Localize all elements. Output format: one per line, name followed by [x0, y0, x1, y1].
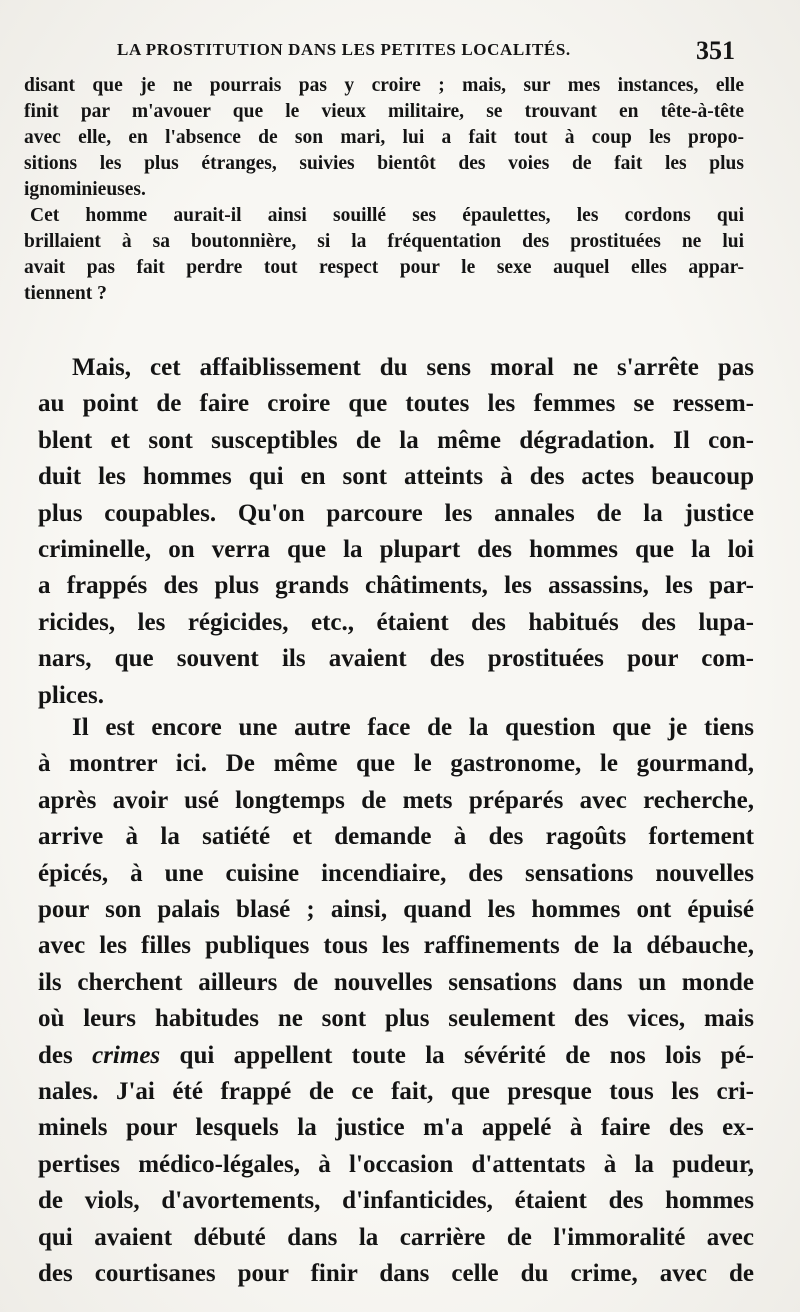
- text-line: minels pour lesquels la justice m'a appelé à faire des ex-: [38, 1114, 754, 1142]
- text-line: avec les filles publiques tous les raffinements de la débauche,: [38, 932, 754, 960]
- text-line: ils cherchent ailleurs de nouvelles sensations dans un monde: [38, 968, 754, 996]
- text-line-with-italic: [38, 1038, 754, 1074]
- text-line: ricides, les régicides, etc., étaient des habitués des lupa-: [38, 608, 754, 636]
- text-line: arrive à la satiété et demande à des ragoûts fortement: [38, 823, 754, 851]
- text-line: à montrer ici. De même que le gastronome, le gourmand,: [38, 750, 754, 778]
- text-line: avec elle, en l'absence de son mari, lui a fait tout à coup les propo-: [24, 127, 744, 148]
- text-line: criminelle, on verra que la plupart des hommes que la loi: [38, 536, 754, 564]
- text-line: ignominieuses.: [24, 179, 146, 200]
- text-line: disant que je ne pourrais pas y croire ; mais, sur mes instances, elle: [24, 75, 744, 96]
- text-line: finit par m'avouer que le vieux militaire, se trouvant en tête-à-tête: [24, 101, 744, 122]
- text-line: brillaient à sa boutonnière, si la fréquentation des prostituées ne lui: [24, 231, 744, 252]
- paragraph-moral-sense: [38, 350, 754, 714]
- text-fragment: qui appellent toute la sévérité de nos lois pé-: [160, 1041, 754, 1069]
- text-line: sitions les plus étranges, suivies bientôt des voies de fait les plus: [24, 153, 744, 174]
- text-line: nales. J'ai été frappé de ce fait, que presque tous les cri-: [38, 1078, 754, 1106]
- text-line: de viols, d'avortements, d'infanticides, étaient des hommes: [38, 1187, 754, 1215]
- small-print-section: [24, 73, 744, 307]
- text-line: tiennent ?: [24, 283, 107, 304]
- text-line: après avoir usé longtemps de mets préparés avec recherche,: [38, 786, 754, 814]
- text-line: où leurs habitudes ne sont plus seulement des vices, mais: [38, 1005, 754, 1033]
- small-paragraph-question: [24, 203, 744, 307]
- text-line: duit les hommes qui en sont atteints à des actes beaucoup: [38, 463, 754, 491]
- page-header: [117, 36, 739, 66]
- text-line: plices.: [38, 681, 104, 709]
- text-line: plus coupables. Qu'on parcoure les annales de la justice: [38, 499, 754, 527]
- text-line: qui avaient débuté dans la carrière de l'immoralité avec: [38, 1223, 754, 1251]
- text-line: a frappés des plus grands châtiments, les assassins, les par-: [38, 572, 754, 600]
- text-line: avait pas fait perdre tout respect pour le sexe auquel elles appar-: [24, 257, 744, 278]
- text-line: Il est encore une autre face de la question que je tiens: [72, 714, 754, 741]
- small-paragraph-continued: [24, 73, 744, 203]
- text-line: au point de faire croire que toutes les femmes se ressem-: [38, 390, 754, 418]
- text-line: nars, que souvent ils avaient des prostituées pour com-: [38, 645, 754, 673]
- text-line: pertises médico-légales, à l'occasion d'attentats à la pudeur,: [38, 1150, 754, 1178]
- text-fragment: des: [38, 1041, 93, 1069]
- text-line: pour son palais blasé ; ainsi, quand les hommes ont épuisé: [38, 896, 754, 924]
- text-line: Mais, cet affaiblissement du sens moral ne s'arrête pas: [72, 354, 754, 381]
- text-line: épicés, à une cuisine incendiaire, des sensations nouvelles: [38, 859, 754, 887]
- italic-word-crimes: crimes: [92, 1041, 161, 1069]
- text-line: des courtisanes pour finir dans celle du crime, avec de: [38, 1260, 754, 1288]
- text-line: Cet homme aurait-il ainsi souillé ses épaulettes, les cordons qui: [30, 205, 744, 226]
- text-line: blent et sont susceptibles de la même dégradation. Il con-: [38, 426, 754, 454]
- paragraph-gastronome: [38, 710, 754, 1293]
- running-head: LA PROSTITUTION DANS LES PETITES LOCALITÉS.: [117, 40, 571, 59]
- page-number: 351: [696, 36, 735, 65]
